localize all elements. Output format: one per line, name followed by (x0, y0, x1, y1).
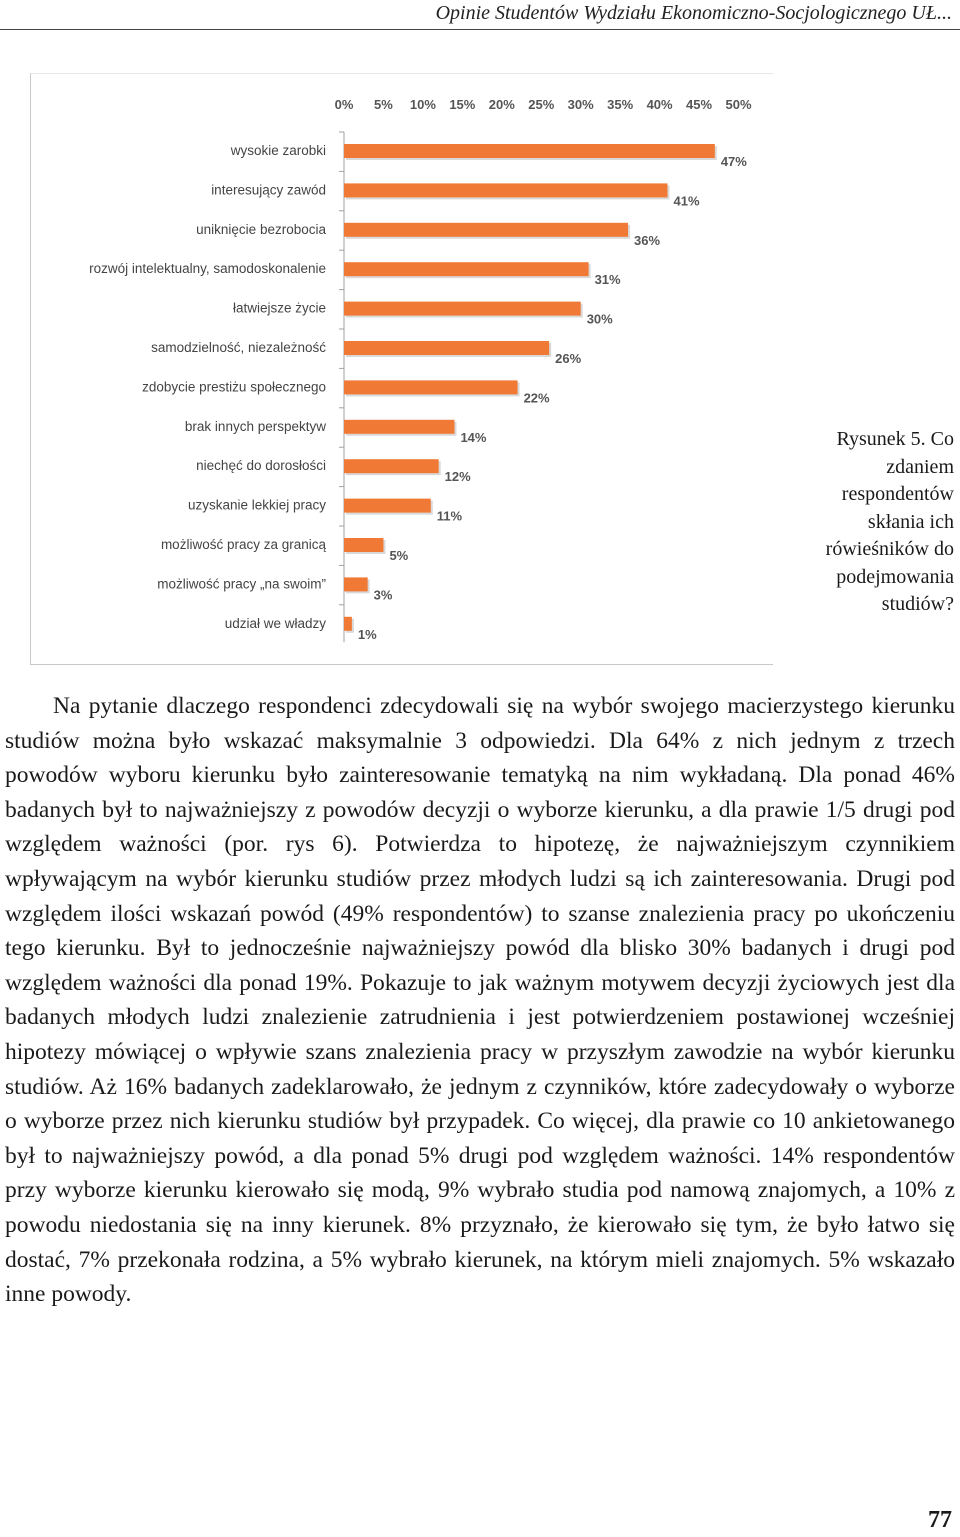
data-label: 30% (586, 311, 613, 327)
x-tick-label: 25% (528, 97, 555, 112)
category-label: brak innych perspektyw (184, 418, 326, 434)
data-label: 22% (523, 390, 550, 406)
x-tick-label: 10% (409, 97, 436, 112)
bar (344, 577, 368, 591)
category-label: zdobycie prestiżu społecznego (142, 379, 326, 395)
figure-caption: Rysunek 5. Co zdaniem respondentów skłania ich rówieśników do podejmowania studiów? (825, 428, 954, 615)
bar (344, 144, 715, 158)
category-label: możliwość pracy za granicą (160, 537, 326, 552)
bar (344, 499, 431, 513)
data-label: 11% (436, 508, 463, 524)
category-label: uzyskanie lekkiej pracy (187, 497, 326, 513)
category-label: łatwiejsze życie (232, 300, 326, 316)
category-label: samodzielność, niezależność (151, 340, 326, 355)
page-number: 77 (928, 1507, 952, 1533)
x-tick-label: 35% (607, 97, 634, 112)
x-tick-label: 30% (567, 97, 594, 112)
category-label: wysokie zarobki (230, 143, 326, 158)
category-label: interesujący zawód (211, 182, 326, 198)
bar-chart (31, 74, 773, 664)
category-label: niechęć do dorosłości (196, 458, 326, 474)
bar (344, 459, 439, 473)
data-label: 36% (634, 232, 661, 248)
bar (344, 538, 383, 552)
data-label: 14% (460, 429, 487, 445)
bar (344, 183, 667, 197)
category-label: rozwój intelektualny, samodoskonalenie (89, 261, 326, 277)
figure-bar-chart (30, 73, 773, 665)
x-tick-label: 5% (374, 97, 393, 112)
x-tick-label: 40% (646, 97, 673, 112)
running-title: Opinie Studentów Wydziału Ekonomiczno-Socjologicznego UŁ... (435, 2, 952, 24)
data-label: 31% (594, 272, 621, 288)
data-label: 12% (444, 469, 471, 485)
body-paragraph: Na pytanie dlaczego respondenci zdecydowali się na wybór swojego macierzystego kierunku studiów można było wskazać maksymalnie 3 odpowiedzi. Dla 64% z nich jednym z trzech powodów wyboru kierunku było zainteresowanie tematyką na nim wykładaną. Dla ponad 46% badanych był to najważniejszy z powodów decyzji o wyborze kierunku, a dla prawie 1/5 drugi pod względem ważności (por. rys 6). Potwierdza to hipotezę, że najważniejszym czynnikiem wpływającym na wybór kierunku studiów przez młodych ludzi są ich zainteresowania. Drugi pod względem ilości wskazań powód (49% respondentów) to szanse znalezienia pracy po ukończeniu tego kierunku. Był to jednocześnie najważniejszy powód dla blisko 30% badanych i drugi pod względem ważności dla ponad 19%. Pokazuje to jak ważnym motywem decyzji życiowych jest dla badanych młodych ludzi znalezienie zatrudnienia i jest potwierdzeniem postawionej wcześniej hipotezy mówiącej o wpływie szans znalezienia pracy w przyszłym zawodzie na wybór kierunku studiów. Aż 16% badanych zadeklarowało, że jednym z czynników, które zadecydowały o wyborze o wyborze przez nich kierunku studiów był przypadek. Co więcej, dla prawie co 10 ankietowanego był to najważniejszy powód, a dla ponad 5% drugi pod względem ważności. 14% respondentów przy wyborze kierunku kierowało się modą, 9% wybrało studia pod namową znajomych, a 10% z powodu niedostania się na inny kierunek. 8% przyznało, że kierowało się tym, że było łatwo się dostać, 7% przekonała rodzina, a 5% wybrało kierunek, na którym mieli znajomych. 5% wskazało inne powody. (5, 693, 955, 1308)
x-tick-label: 0% (334, 97, 354, 112)
category-label: udział we władzy (224, 615, 326, 631)
x-tick-label: 15% (449, 97, 476, 112)
bar (344, 380, 518, 394)
data-label: 3% (373, 587, 393, 603)
bar (344, 420, 454, 434)
running-header (0, 0, 960, 30)
bar (344, 302, 581, 316)
data-label: 26% (555, 351, 582, 366)
bar (344, 223, 628, 237)
bar (344, 262, 589, 276)
x-tick-label: 20% (488, 97, 515, 112)
data-label: 1% (357, 626, 377, 642)
bar (344, 341, 549, 355)
category-label: możliwość pracy „na swoim” (157, 576, 326, 592)
bar (344, 617, 352, 631)
x-tick-label: 45% (686, 97, 713, 112)
data-label: 5% (389, 548, 409, 563)
data-label: 41% (673, 193, 700, 209)
category-label: uniknięcie bezrobocia (196, 221, 326, 237)
x-tick-label: 50% (725, 97, 752, 112)
data-label: 47% (720, 154, 747, 169)
